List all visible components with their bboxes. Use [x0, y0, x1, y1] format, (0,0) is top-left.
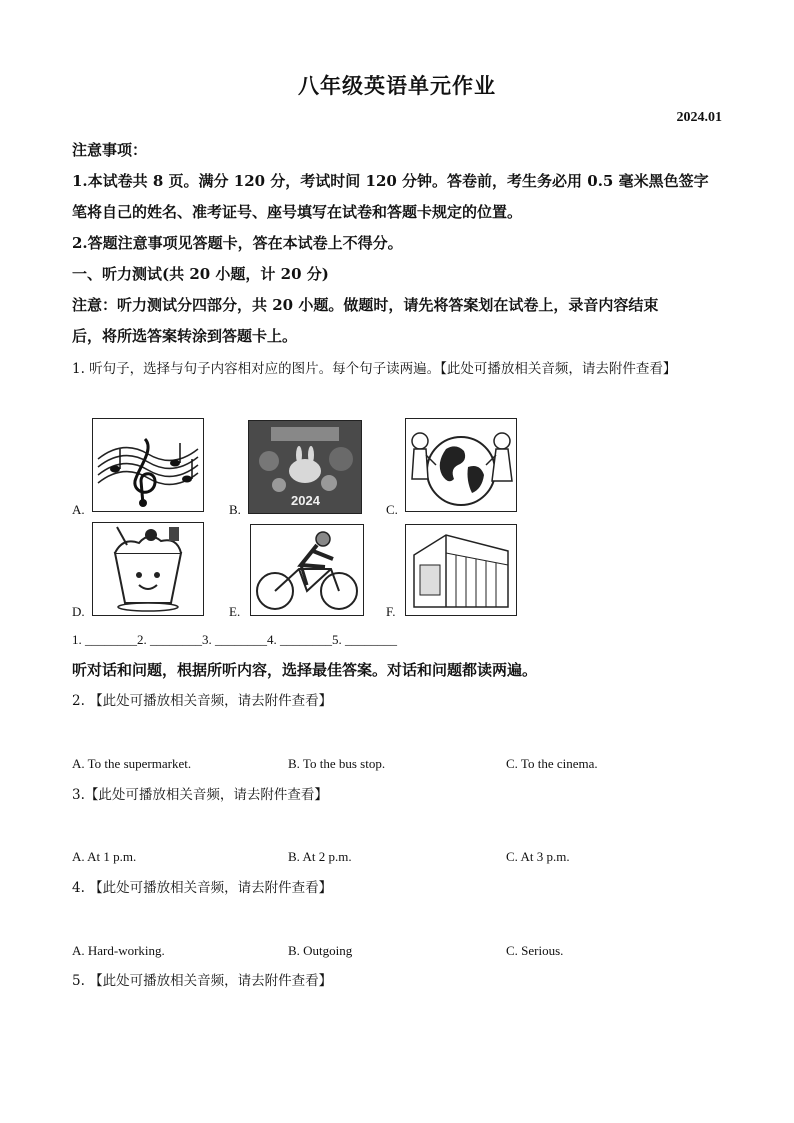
section-1-note-b: 后，将所选答案转涂到答题卡上。: [72, 327, 298, 345]
date: 2024.01: [676, 110, 722, 125]
question-2-option-b: B. To the bus stop.: [288, 756, 386, 771]
picture-f-label: F.: [386, 604, 396, 619]
picture-d-label: D.: [72, 604, 85, 619]
question-3-option-b: B. At 2 p.m.: [288, 849, 352, 864]
notes-line-1a: 1.本试卷共 8 页。满分 120 分，考试时间 120 分钟。答卷前，考生务必用 0.5 毫米黑色签字: [72, 172, 709, 190]
svg-text:2024: 2024: [291, 493, 320, 508]
question-5-prompt: 5. 【此处可播放相关音频，请去附件查看】: [72, 973, 333, 989]
section-1-title: 一、听力测试(共 20 小题，计 20 分): [72, 265, 329, 283]
picture-b-label: B.: [229, 502, 241, 517]
answer-blanks: 1. ________2. ________3. ________4. ________5. ________: [72, 632, 397, 647]
question-2-prompt: 2. 【此处可播放相关音频，请去附件查看】: [72, 693, 333, 709]
question-4-prompt: 4. 【此处可播放相关音频，请去附件查看】: [72, 880, 333, 896]
picture-e-label: E.: [229, 604, 241, 619]
building-icon: [405, 524, 517, 616]
notes-line-2: 2.答题注意事项见答题卡，答在本试卷上不得分。: [72, 234, 403, 252]
notes-heading: 注意事项：: [72, 141, 148, 159]
picture-c-label: C.: [386, 502, 398, 517]
notes-line-1b: 笔将自己的姓名、准考证号、座号填写在试卷和答题卡规定的位置。: [72, 203, 523, 221]
children-globe-icon: [405, 418, 517, 512]
part-2-instruction: 听对话和问题，根据所听内容，选择最佳答案。对话和问题都读两遍。: [72, 661, 538, 679]
question-1-prompt: 1. 听句子，选择与句子内容相对应的图片。每个句子读两遍。【此处可播放相关音频，请去附件查看】: [72, 361, 677, 377]
question-2-option-c: C. To the cinema.: [506, 756, 598, 771]
cyclist-icon: [250, 524, 364, 616]
ice-cream-cup-icon: [92, 522, 204, 616]
question-4-option-c: C. Serious.: [506, 943, 564, 958]
music-notes-icon: [92, 418, 204, 512]
question-3-option-a: A. At 1 p.m.: [72, 849, 137, 864]
new-year-2024-icon: [248, 420, 362, 514]
question-2-option-a: A. To the supermarket.: [72, 756, 192, 771]
question-4-option-a: A. Hard-working.: [72, 943, 165, 958]
page-title: 八年级英语单元作业: [298, 73, 496, 98]
question-4-option-b: B. Outgoing: [288, 943, 353, 958]
picture-a-label: A.: [72, 502, 85, 517]
question-3-prompt: 3.【此处可播放相关音频，请去附件查看】: [72, 787, 328, 803]
section-1-note-a: 注意：听力测试分四部分，共 20 小题。做题时，请先将答案划在试卷上，录音内容结束: [72, 296, 659, 314]
question-3-option-c: C. At 3 p.m.: [506, 849, 570, 864]
